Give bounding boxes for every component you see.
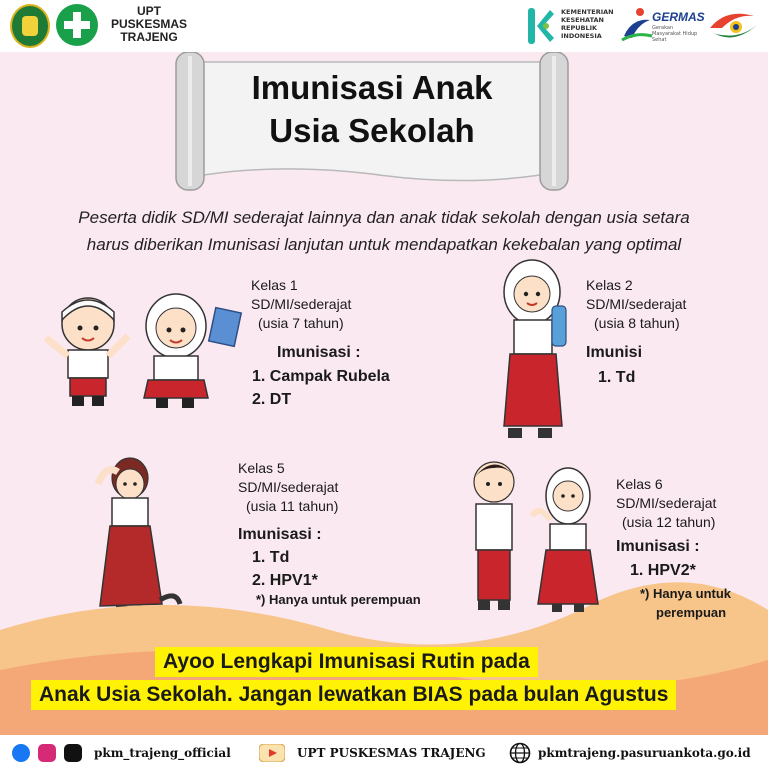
kelas6-children-illustration bbox=[466, 458, 602, 618]
org-name: UPT PUSKESMAS TRAJENG bbox=[110, 4, 187, 44]
kelas6-note-line-1: *) Hanya untuk bbox=[640, 586, 732, 601]
intro-text bbox=[20, 204, 748, 258]
kelas2-girl-illustration bbox=[494, 258, 574, 444]
instagram-icon[interactable] bbox=[38, 744, 56, 762]
kelas6-name: Kelas 6 bbox=[616, 476, 663, 492]
banner-line-2: Anak Usia Sekolah. Jangan lewatkan BIAS pada bulan Agustus bbox=[31, 680, 676, 710]
puskesmas-cross-icon bbox=[56, 4, 98, 46]
banner-line-1: Ayoo Lengkapi Imunisasi Rutin pada bbox=[155, 647, 538, 677]
social-handle[interactable]: pkm_trajeng_official bbox=[94, 746, 231, 760]
kemenkes-text: KEMENTERIAN KESEHATAN REPUBLIK INDONESIA bbox=[561, 8, 614, 40]
kelas6-imm-heading: Imunisasi : bbox=[616, 538, 700, 555]
kelas2-name: Kelas 2 bbox=[586, 277, 633, 293]
kelas2-age: (usia 8 tahun) bbox=[594, 315, 680, 331]
kelas1-age: (usia 7 tahun) bbox=[258, 315, 344, 331]
kelas5-note: *) Hanya untuk perempuan bbox=[256, 592, 421, 607]
title-line-2: Usia Sekolah bbox=[269, 112, 475, 149]
kelas1-imm-item-2: 2. DT bbox=[252, 391, 292, 408]
kelas5-imm-item-1: 1. Td bbox=[252, 549, 290, 566]
kelas5-imm-item-2: 2. HPV1* bbox=[252, 572, 318, 589]
kemenkes-logo-icon bbox=[524, 6, 556, 46]
youtube-channel[interactable]: UPT PUSKESMAS TRAJENG bbox=[297, 746, 486, 760]
kelas5-school: SD/MI/sederajat bbox=[238, 479, 339, 495]
kelas1-imm-item-1: 1. Campak Rubela bbox=[252, 368, 390, 385]
kelas2-imm-heading: Imunisi bbox=[586, 344, 643, 361]
facebook-icon[interactable] bbox=[12, 744, 30, 762]
tiktok-icon[interactable] bbox=[64, 744, 82, 762]
germas-subtitle: Gerakan Masyarakat Hidup Sehat bbox=[652, 25, 698, 43]
kelas6-school: SD/MI/sederajat bbox=[616, 495, 717, 511]
germas-title: GERMAS bbox=[652, 10, 705, 24]
swoosh-logo-icon bbox=[706, 6, 762, 46]
kelas5-imm-heading: Imunisasi : bbox=[238, 526, 322, 543]
kelas5-age: (usia 11 tahun) bbox=[246, 498, 339, 514]
intro-line-2: harus diberikan Imunisasi lanjutan untuk mendapatkan kekebalan yang optimal bbox=[86, 235, 682, 254]
kelas6-note-line-2: perempuan bbox=[656, 605, 727, 620]
intro-line-1: Peserta didik SD/MI sederajat lainnya dan anak tidak sekolah dengan usia setara bbox=[78, 208, 690, 227]
youtube-icon[interactable] bbox=[259, 744, 285, 762]
header-bar bbox=[0, 0, 768, 52]
globe-icon bbox=[509, 742, 531, 764]
kelas2-school: SD/MI/sederajat bbox=[586, 296, 687, 312]
kelas6-imm-item-1: 1. HPV2* bbox=[630, 562, 696, 579]
kelas1-imm-heading: Imunisasi : bbox=[277, 344, 361, 361]
title-line-1: Imunisasi Anak bbox=[251, 69, 493, 106]
kelas1-children-illustration bbox=[36, 290, 244, 410]
kelas2-imm-item-1: 1. Td bbox=[598, 369, 636, 386]
kelas6-age: (usia 12 tahun) bbox=[622, 514, 716, 530]
kota-pasuruan-emblem-icon bbox=[10, 4, 50, 48]
page-title bbox=[200, 66, 544, 152]
germas-logo-icon bbox=[620, 6, 654, 42]
website-link[interactable]: pkmtrajeng.pasuruankota.go.id bbox=[538, 746, 751, 760]
footer-bar bbox=[0, 735, 768, 770]
kelas1-name: Kelas 1 bbox=[251, 277, 298, 293]
kelas5-name: Kelas 5 bbox=[238, 460, 285, 476]
kelas1-school: SD/MI/sederajat bbox=[251, 296, 352, 312]
